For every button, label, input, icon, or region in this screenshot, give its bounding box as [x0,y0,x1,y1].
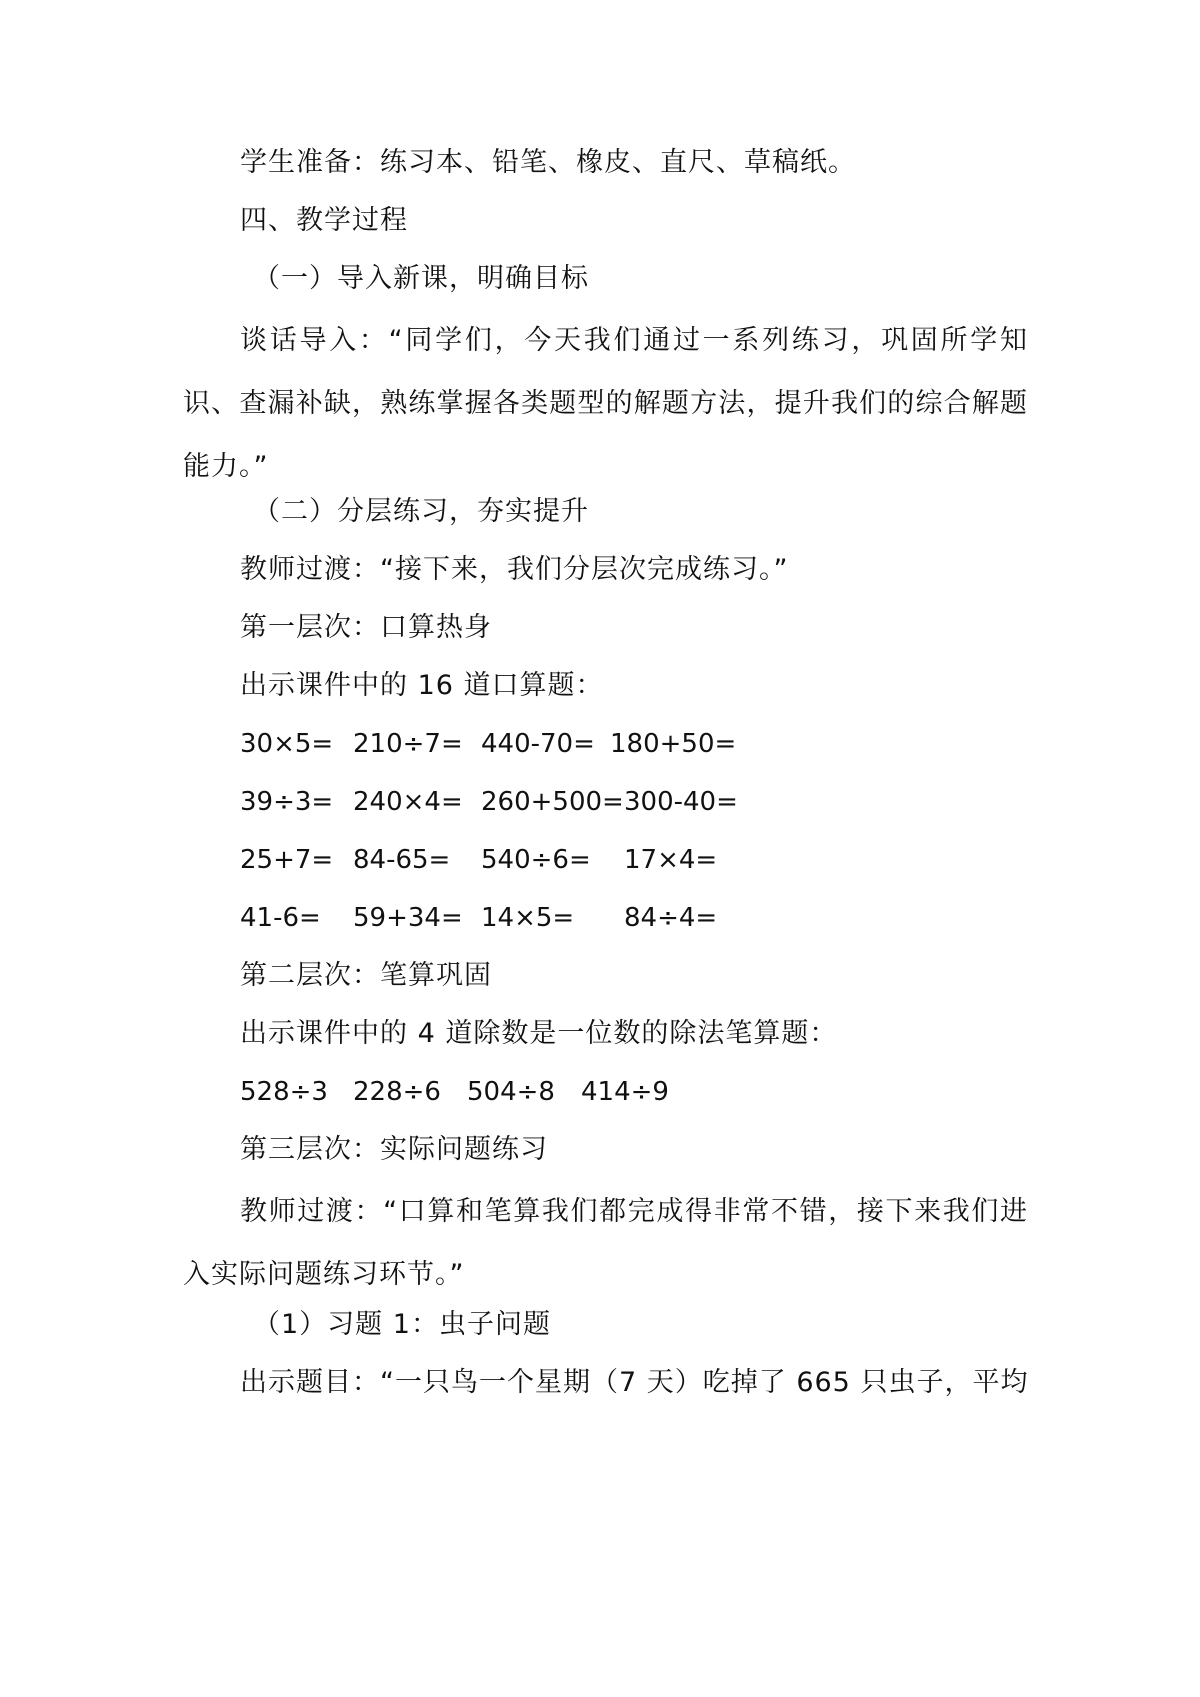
oral-problem: 41-6= [240,903,321,933]
oral-problem: 17×4= [624,845,718,875]
written-row [240,1074,940,1110]
oral-problem: 59+34= [353,903,463,933]
part-heading-2: （二）分层练习，夯实提升 [253,496,589,527]
written-problem: 504÷8 [467,1077,555,1107]
section-heading: 四、教学过程 [240,205,408,236]
level-2-heading: 第二层次：笔算巩固 [240,960,492,991]
oral-row [240,900,940,936]
oral-problem: 180+50= [610,729,737,759]
oral-row [240,726,940,762]
level-3-heading: 第三层次：实际问题练习 [240,1134,548,1165]
oral-problem: 300-40= [624,787,738,817]
oral-problem: 14×5= [481,903,575,933]
level-1-heading: 第一层次：口算热身 [240,612,492,643]
transition-line-1: 教师过渡：“接下来，我们分层次完成练习。” [240,554,789,585]
transition-paragraph-2: 教师过渡：“口算和笔算我们都完成得非常不错，接下来我们进入实际问题练习环节。” [183,1196,1028,1290]
oral-problem: 240×4= [353,787,463,817]
written-problem: 414÷9 [581,1077,669,1107]
oral-problem: 440-70= [481,729,595,759]
intro-talk-paragraph: 谈话导入：“同学们，今天我们通过一系列练习，巩固所学知识、查漏补缺，熟练掌握各类题型的解题方法，提升我们的综合解题能力。” [183,325,1028,482]
oral-row [240,784,940,820]
written-problem: 228÷6 [353,1077,441,1107]
oral-row [240,842,940,878]
oral-problem: 84-65= [353,845,451,875]
oral-problem: 39÷3= [240,787,334,817]
level-2-description: 出示课件中的 4 道除数是一位数的除法笔算题： [240,1018,838,1049]
written-problem: 528÷3 [240,1077,328,1107]
oral-problem: 260+500= [481,787,624,817]
student-prep-line: 学生准备：练习本、铅笔、橡皮、直尺、草稿纸。 [240,147,856,178]
exercise-1-heading: （1）习题 1：虫子问题 [253,1309,551,1340]
oral-problem: 540÷6= [481,845,591,875]
part-heading-1: （一）导入新课，明确目标 [253,263,589,294]
exercise-1-text: 出示题目：“一只鸟一个星期（7 天）吃掉了 665 只虫子，平均 [240,1367,1029,1398]
level-1-description: 出示课件中的 16 道口算题： [240,670,604,701]
oral-problem: 25+7= [240,845,334,875]
oral-problem: 30×5= [240,729,334,759]
oral-problem: 210÷7= [353,729,463,759]
oral-problem: 84÷4= [624,903,718,933]
